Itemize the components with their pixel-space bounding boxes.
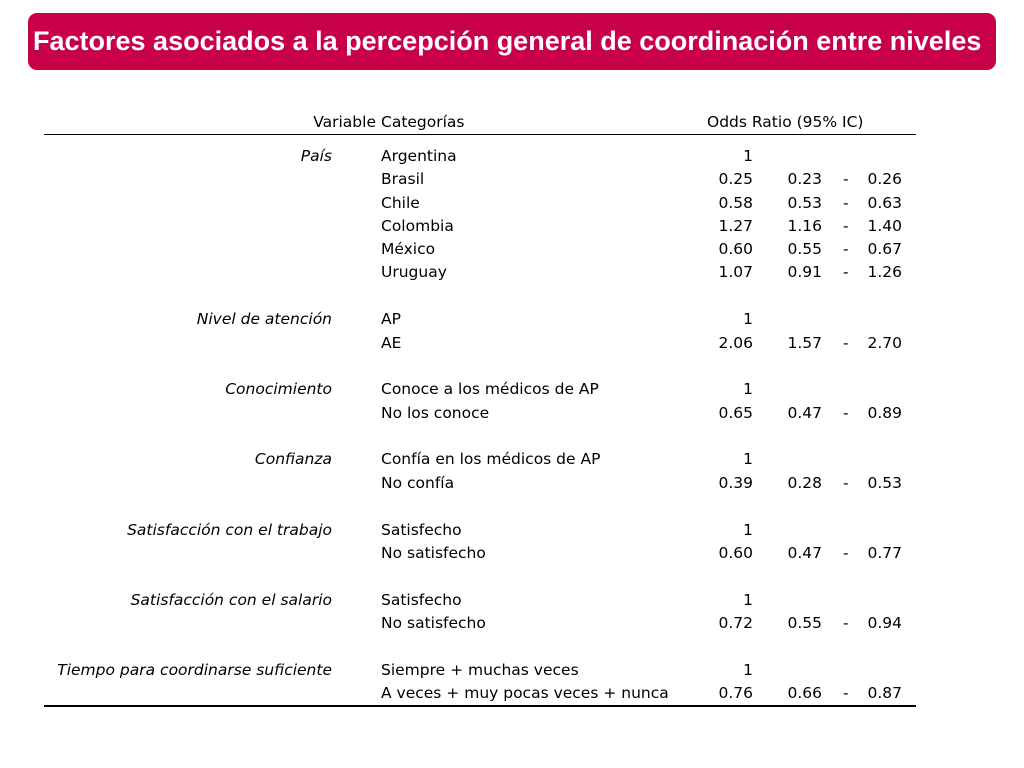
ci-upper-value: 0.26	[867, 170, 902, 189]
odds-ratio-value: 0.39	[718, 473, 753, 492]
odds-ratio-value: 1	[743, 380, 753, 399]
odds-ratio-value: 1	[743, 660, 753, 679]
group-spacer	[44, 355, 916, 379]
table-row	[44, 215, 916, 238]
ci-upper-value: 2.70	[867, 333, 902, 352]
ci-upper-value: 0.63	[867, 193, 902, 212]
table-row	[44, 519, 916, 542]
variable-group	[44, 145, 916, 285]
ci-separator: -	[843, 684, 849, 703]
table-row	[44, 378, 916, 401]
category-label: No satisfecho	[381, 613, 486, 632]
odds-ratio-value: 0.76	[718, 684, 753, 703]
ci-separator: -	[843, 170, 849, 189]
category-label: A veces + muy pocas veces + nunca	[381, 684, 669, 703]
ci-separator: -	[843, 543, 849, 562]
table-row	[44, 238, 916, 261]
category-label: No satisfecho	[381, 543, 486, 562]
ci-upper-value: 0.67	[867, 240, 902, 259]
table-row	[44, 332, 916, 355]
group-spacer	[44, 285, 916, 309]
ci-lower-value: 1.16	[787, 216, 822, 235]
odds-ratio-value: 0.65	[718, 403, 753, 422]
variable-group	[44, 589, 916, 636]
table-row	[44, 589, 916, 612]
ci-upper-value: 1.26	[867, 263, 902, 282]
variable-name: Satisfacción con el trabajo	[127, 520, 332, 539]
group-spacer	[44, 565, 916, 589]
variable-name: Confianza	[254, 450, 332, 469]
table-row	[44, 542, 916, 565]
odds-ratio-value: 1	[743, 450, 753, 469]
ci-lower-value: 0.55	[787, 240, 822, 259]
category-label: Confía en los médicos de AP	[381, 450, 601, 469]
variable-group	[44, 308, 916, 355]
ci-separator: -	[843, 240, 849, 259]
odds-ratio-value: 0.60	[718, 240, 753, 259]
ci-separator: -	[843, 613, 849, 632]
table-row	[44, 168, 916, 191]
title-banner	[28, 13, 996, 70]
ci-lower-value: 0.47	[787, 543, 822, 562]
category-label: Satisfecho	[381, 590, 462, 609]
group-spacer	[44, 635, 916, 659]
table-row	[44, 145, 916, 168]
table-row	[44, 192, 916, 215]
ci-separator: -	[843, 473, 849, 492]
odds-ratio-value: 0.58	[718, 193, 753, 212]
category-label: México	[381, 240, 436, 259]
category-label: No confía	[381, 473, 455, 492]
header-variable: Variable	[313, 113, 376, 131]
category-label: No los conoce	[381, 403, 490, 422]
group-spacer	[44, 425, 916, 449]
table-row	[44, 261, 916, 284]
variable-group	[44, 448, 916, 495]
odds-ratio-value: 1	[743, 310, 753, 329]
ci-lower-value: 0.55	[787, 613, 822, 632]
ci-lower-value: 0.91	[787, 263, 822, 282]
table-row	[44, 682, 916, 705]
category-label: Uruguay	[381, 263, 447, 282]
ci-upper-value: 1.40	[867, 216, 902, 235]
category-label: Brasil	[381, 170, 425, 189]
odds-ratio-value: 0.25	[718, 170, 753, 189]
odds-ratio-value: 0.72	[718, 613, 753, 632]
category-label: Siempre + muchas veces	[381, 660, 579, 679]
variable-name: País	[300, 147, 332, 165]
variable-name: Satisfacción con el salario	[130, 590, 332, 609]
ci-lower-value: 0.23	[787, 170, 822, 189]
ci-separator: -	[843, 333, 849, 352]
variable-group	[44, 519, 916, 566]
variable-group	[44, 659, 916, 706]
category-label: Conoce a los médicos de AP	[381, 380, 599, 399]
variable-group	[44, 378, 916, 425]
ci-upper-value: 0.89	[867, 403, 902, 422]
category-label: Satisfecho	[381, 520, 462, 539]
group-spacer	[44, 495, 916, 519]
header-odds-ratio: Odds Ratio (95% IC)	[707, 113, 864, 131]
ci-separator: -	[843, 216, 849, 235]
ci-separator: -	[843, 193, 849, 212]
ci-separator: -	[843, 263, 849, 282]
ci-lower-value: 0.53	[787, 193, 822, 212]
category-label: Colombia	[381, 216, 454, 235]
ci-lower-value: 1.57	[787, 333, 822, 352]
category-label: Chile	[381, 193, 420, 212]
ci-lower-value: 0.28	[787, 473, 822, 492]
table-row	[44, 448, 916, 471]
category-label: AE	[381, 333, 402, 352]
table-row	[44, 472, 916, 495]
ci-lower-value: 0.47	[787, 403, 822, 422]
odds-ratio-value: 1	[743, 590, 753, 609]
category-label: AP	[381, 310, 401, 329]
odds-ratio-value: 0.60	[718, 543, 753, 562]
table-row	[44, 402, 916, 425]
ci-upper-value: 0.77	[867, 543, 902, 562]
header-categorias: Categorías	[381, 113, 465, 131]
odds-ratio-value: 2.06	[718, 333, 753, 352]
ci-separator: -	[843, 403, 849, 422]
table-header	[44, 110, 916, 135]
table-row	[44, 659, 916, 682]
ci-upper-value: 0.94	[867, 613, 902, 632]
table-row	[44, 612, 916, 635]
ci-lower-value: 0.66	[787, 684, 822, 703]
variable-name: Tiempo para coordinarse suficiente	[57, 660, 332, 679]
odds-ratio-table	[44, 110, 916, 707]
odds-ratio-value: 1.07	[718, 263, 753, 282]
odds-ratio-value: 1	[743, 147, 753, 165]
ci-upper-value: 0.53	[867, 473, 902, 492]
variable-name: Nivel de atención	[196, 310, 332, 329]
odds-ratio-value: 1.27	[718, 216, 753, 235]
ci-upper-value: 0.87	[867, 684, 902, 703]
table-row	[44, 308, 916, 331]
page-title: Factores asociados a la percepción general de coordinación entre niveles	[33, 26, 982, 56]
category-label: Argentina	[381, 147, 457, 165]
table-body	[44, 135, 916, 707]
variable-name: Conocimiento	[225, 380, 332, 399]
odds-ratio-value: 1	[743, 520, 753, 539]
